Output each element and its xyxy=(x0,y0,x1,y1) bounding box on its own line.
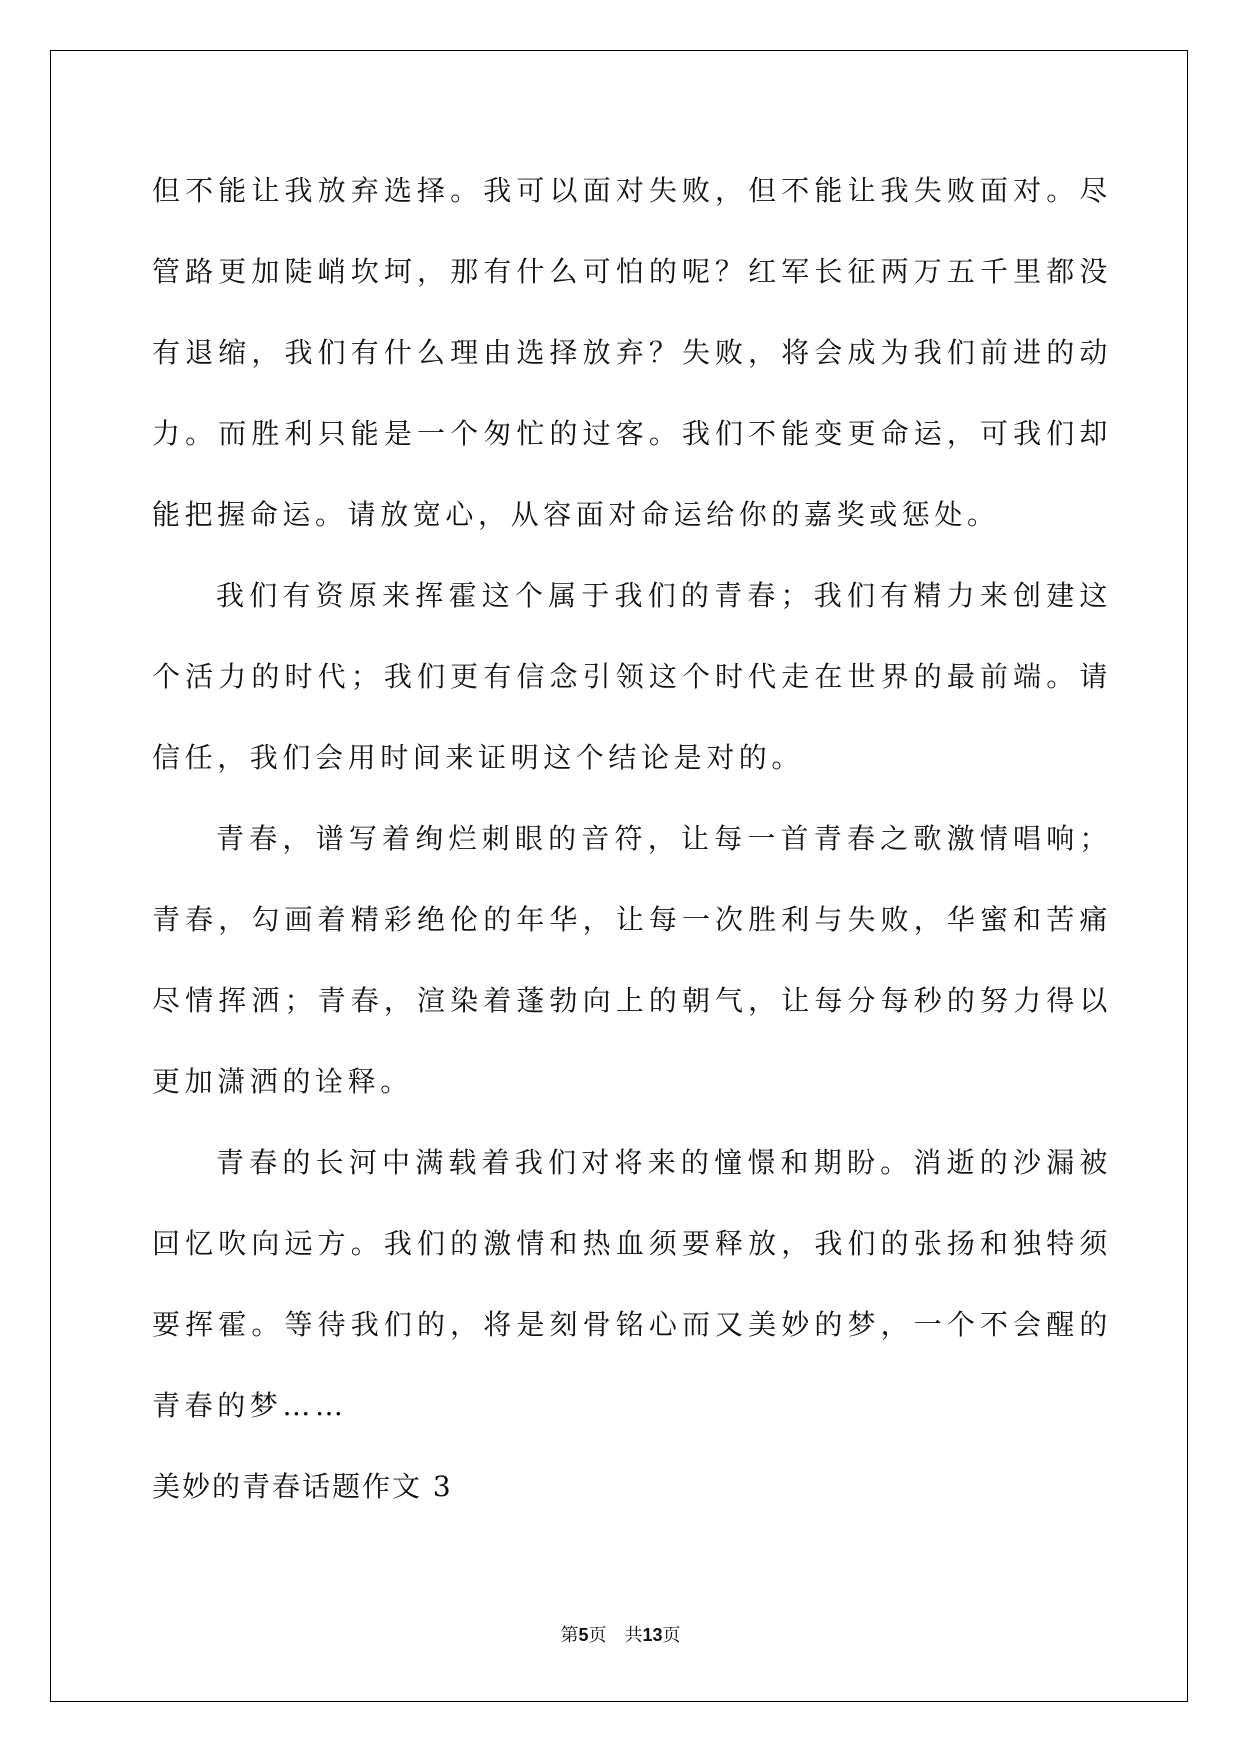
footer-page-number: 5 xyxy=(578,1625,589,1645)
paragraph-youth-song: 青春，谱写着绚烂刺眼的音符，让每一首青春之歌激情唱响；青春，勾画着精彩绝伦的年华，让每一次胜利与失败，华蜜和苦痛尽情挥洒；青春，渲染着蓬勃向上的朝气，让每分每秒的努力得以更加潇洒的诠释。 xyxy=(152,822,1112,1098)
paragraph-resources: 我们有资原来挥霍这个属于我们的青春；我们有精力来创建这个活力的时代；我们更有信念引领这个时代走在世界的最前端。请信任，我们会用时间来证明这个结论是对的。 xyxy=(152,579,1112,774)
footer-prefix: 第 xyxy=(560,1625,579,1646)
paragraph-continuation: 但不能让我放弃选择。我可以面对失败，但不能让我失败面对。尽管路更加陡峭坎坷，那有什么可怕的呢？红军长征两万五千里都没有退缩，我们有什么理由选择放弃？失败，将会成为我们前进的动力。而胜利只能是一个匆忙的过客。我们不能变更命运，可我们却能把握命运。请放宽心，从容面对命运给你的嘉奖或惩处。 xyxy=(152,174,1112,531)
footer-suffix: 页 xyxy=(662,1625,681,1646)
paragraph-river-of-youth: 青春的长河中满载着我们对将来的憧憬和期盼。消逝的沙漏被回忆吹向远方。我们的激情和热血须要释放，我们的张扬和独特须要挥霍。等待我们的，将是刻骨铭心而又美妙的梦，一个不会醒的青春的梦…… xyxy=(152,1146,1112,1422)
footer-mid: 页 共 xyxy=(588,1625,643,1646)
section-heading: 美妙的青春话题作文 3 xyxy=(152,1470,453,1503)
document-body xyxy=(152,150,1112,1527)
footer-total-pages: 13 xyxy=(642,1625,663,1645)
page-footer xyxy=(0,1621,1241,1647)
